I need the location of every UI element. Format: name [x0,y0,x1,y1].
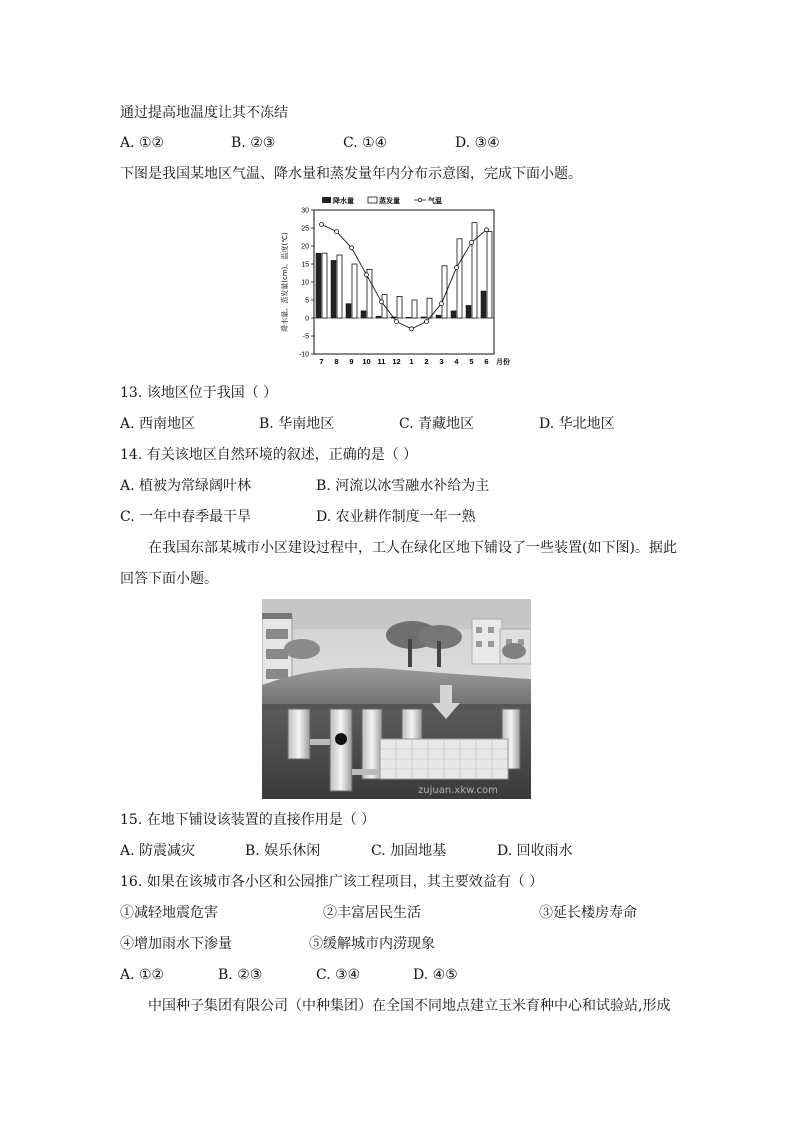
evap-bar [352,264,357,318]
y-tick-label: 0 [305,315,309,323]
x-tick-label: 1 [409,357,414,366]
q15-option-c: C. 加固地基 [371,843,447,859]
climate-intro: 下图是我国某地区气温、降水量和蒸发量年内分布示意图，完成下面小题。 [120,166,582,182]
device-intro-line1: 在我国东部某城市小区建设过程中，工人在绿化区地下铺设了一些装置(如下图)。据此 [148,540,677,556]
temp-point [425,320,429,324]
storage-module [380,739,508,779]
q14-option-c: C. 一年中春季最干旱 [120,509,252,525]
temp-point [470,240,474,244]
photo-watermark: zujuan.xkw.com [418,785,498,796]
precip-bar [466,305,471,318]
q13-option-a: A. 西南地区 [120,416,196,432]
prev-question-tail: 通过提高地温度让其不冻结 [120,105,288,121]
climate-chart [280,192,516,370]
temp-point [335,230,339,234]
precip-bar [451,311,456,318]
y-tick-label: 10 [301,279,309,287]
y-tick-label: -10 [298,351,309,359]
q16-item-5: ⑤缓解城市内涝现象 [309,936,435,952]
legend-evap-label: 蒸发量 [379,197,400,205]
y-tick-label: 25 [301,225,309,233]
precip-bar [376,316,381,318]
precip-bar [421,317,426,318]
precip-bar [481,291,486,318]
q16-option-a: A. ①② [120,967,165,983]
q16-item-3: ③延长楼房寿命 [539,905,637,921]
precip-bar [406,317,411,318]
q14-option-d: D. 农业耕作制度一年一熟 [316,509,476,525]
evap-bar [412,300,417,318]
legend-precip-swatch [322,197,331,203]
precip-bar [316,253,321,318]
y-tick-label: 30 [301,207,309,215]
rainwater-device-photo [262,599,531,799]
temp-point [380,300,384,304]
legend-precip-label: 降水量 [333,197,354,205]
q16-option-b: B. ②③ [218,967,263,983]
legend-evap-swatch [368,197,377,203]
temp-point [485,228,489,232]
q15-option-b: B. 娱乐休闲 [245,843,321,859]
q16-item-1: ①减轻地震危害 [120,905,218,921]
y-axis-label: 降水量、蒸发量(cm)、温度(℃) [281,232,289,332]
x-tick-label: 2 [424,357,429,366]
temp-point [410,327,414,331]
x-tick-label: 11 [377,357,386,366]
x-tick-label: 3 [439,357,444,366]
q16-stem: 16. 如果在该城市各小区和公园推广该工程项目，其主要效益有（ ） [120,874,544,890]
q15-option-d: D. 回收雨水 [497,843,573,859]
q15-stem: 15. 在地下铺设该装置的直接作用是（ ） [120,812,376,828]
precip-bar [436,315,441,318]
x-tick-label: 7 [319,357,324,366]
y-tick-label: 20 [301,243,309,251]
temp-point [440,302,444,306]
temp-point [365,273,369,277]
q16-option-d: D. ④⑤ [413,967,458,983]
q14-option-b: B. 河流以冰雪融水补给为主 [316,478,490,494]
x-tick-label: 10 [362,357,371,366]
precip-bar [331,260,336,318]
x-unit-label: 月份 [496,358,510,366]
q13-option-b: B. 华南地区 [259,416,335,432]
evap-bar [427,298,432,318]
evap-bar [397,296,402,318]
q15-option-a: A. 防震减灾 [120,843,196,859]
evap-bar [457,239,462,318]
q14-stem: 14. 有关该地区自然环境的叙述，正确的是（ ） [120,447,418,463]
temp-point [455,266,459,270]
seed-intro: 中国种子集团有限公司（中种集团）在全国不同地点建立玉米育种中心和试验站,形成 [148,998,671,1014]
device-intro-line2: 回答下面小题。 [120,571,218,587]
q16-option-c: C. ③④ [316,967,361,983]
q13-stem: 13. 该地区位于我国（ ） [120,385,278,401]
y-tick-label: -5 [302,333,309,341]
q14-option-a: A. 植被为常绿阔叶林 [120,478,252,494]
legend-temp-label: 气温 [428,197,442,205]
q16-item-4: ④增加雨水下渗量 [120,936,232,952]
x-tick-label: 4 [454,357,459,366]
x-tick-label: 8 [334,357,339,366]
prev-option-d: D. ③④ [455,135,500,151]
precip-bar [361,311,366,318]
temp-point [395,320,399,324]
x-tick-label: 5 [469,357,474,366]
y-tick-label: 15 [301,261,309,269]
evap-bar [337,255,342,318]
legend-temp-marker [418,198,422,202]
q13-option-c: C. 青藏地区 [399,416,475,432]
precip-bar [346,304,351,318]
evap-bar [487,232,492,318]
q16-item-2: ②丰富居民生活 [323,905,421,921]
y-tick-label: 5 [305,297,309,305]
temp-point [320,222,324,226]
x-tick-label: 6 [484,357,489,366]
prev-option-c: C. ①④ [343,135,388,151]
temp-point [350,246,354,250]
evap-bar [472,223,477,318]
x-tick-label: 12 [392,357,401,366]
evap-bar [322,253,327,318]
prev-option-b: B. ②③ [231,135,276,151]
prev-option-a: A. ①② [120,135,165,151]
q13-option-d: D. 华北地区 [539,416,615,432]
x-tick-label: 9 [349,357,354,366]
